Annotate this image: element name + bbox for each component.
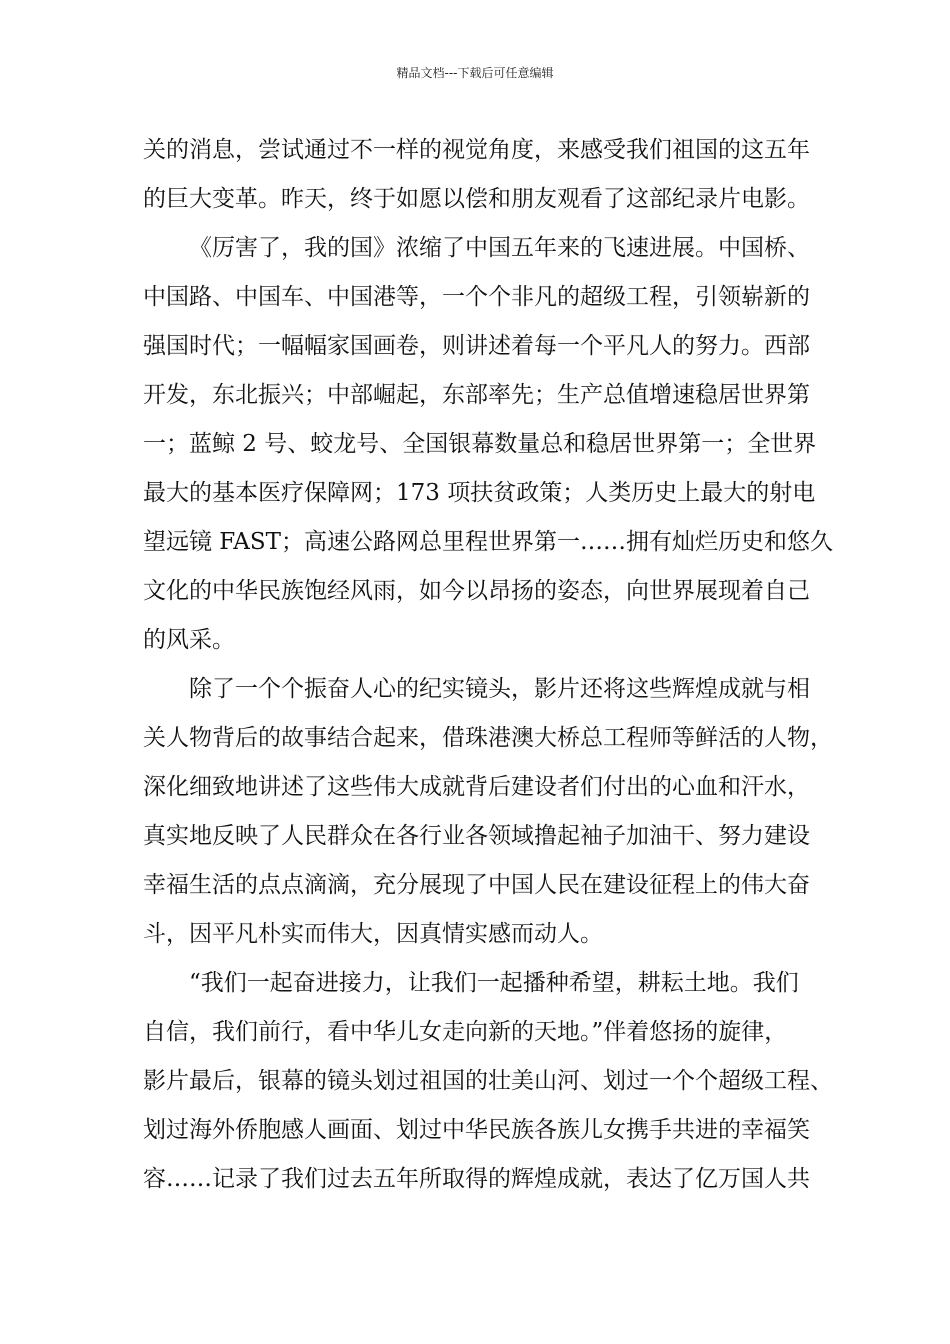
paragraph bbox=[143, 665, 833, 959]
text-line: 关的消息，尝试通过不一样的视觉角度，来感受我们祖国的这五年 bbox=[143, 137, 810, 163]
text-line: 文化的中华民族饱经风雨，如今以昂扬的姿态，向世界展现着自己 bbox=[143, 578, 810, 604]
text-line: 影片最后，银幕的镜头划过祖国的壮美山河、划过一个个超级工程、 bbox=[143, 1068, 833, 1094]
text-line: 的风采。 bbox=[143, 627, 235, 653]
text-line: 自信，我们前行，看中华儿女走向新的天地。”伴着悠扬的旋律， bbox=[143, 1019, 788, 1045]
text-line: 除了一个个振奋人心的纪实镜头，影片还将这些辉煌成就与相 bbox=[189, 676, 810, 702]
text-line: 一；蓝鲸 2 号、蛟龙号、全国银幕数量总和稳居世界第一；全世界 bbox=[143, 431, 817, 457]
page-header: 精品文档---下载后可任意编辑 bbox=[396, 66, 554, 80]
text-line: 划过海外侨胞感人画面、划过中华民族各族儿女携手共进的幸福笑 bbox=[143, 1117, 810, 1143]
text-line: 望远镜 FAST；高速公路网总里程世界第一……拥有灿烂历史和悠久 bbox=[143, 529, 833, 555]
text-line: 深化细致地讲述了这些伟大成就背后建设者们付出的心血和汗水， bbox=[143, 774, 810, 800]
text-line: “我们一起奋进接力，让我们一起播种希望，耕耘土地。我们 bbox=[189, 970, 799, 996]
text-line: 真实地反映了人民群众在各行业各领域撸起袖子加油干、努力建设 bbox=[143, 823, 810, 849]
text-line: 最大的基本医疗保障网；173 项扶贫政策；人类历史上最大的射电 bbox=[143, 480, 816, 506]
paragraph bbox=[143, 126, 833, 224]
text-line: 中国路、中国车、中国港等，一个个非凡的超级工程，引领崭新的 bbox=[143, 284, 810, 310]
text-line: 强国时代；一幅幅家国画卷，则讲述着每一个平凡人的努力。西部 bbox=[143, 333, 810, 359]
text-line: 容……记录了我们过去五年所取得的辉煌成就，表达了亿万国人共 bbox=[143, 1166, 810, 1192]
document-body bbox=[143, 126, 833, 1204]
paragraph bbox=[143, 959, 833, 1204]
paragraph bbox=[143, 224, 833, 665]
text-line: 的巨大变革。昨天，终于如愿以偿和朋友观看了这部纪录片电影。 bbox=[143, 186, 810, 212]
text-line: 《厉害了，我的国》浓缩了中国五年来的飞速进展。中国桥、 bbox=[189, 235, 810, 261]
text-line: 斗，因平凡朴实而伟大，因真情实感而动人。 bbox=[143, 921, 603, 947]
text-line: 开发，东北振兴；中部崛起，东部率先；生产总值增速稳居世界第 bbox=[143, 382, 810, 408]
text-line: 幸福生活的点点滴滴，充分展现了中国人民在建设征程上的伟大奋 bbox=[143, 872, 810, 898]
text-line: 关人物背后的故事结合起来，借珠港澳大桥总工程师等鲜活的人物， bbox=[143, 725, 833, 751]
